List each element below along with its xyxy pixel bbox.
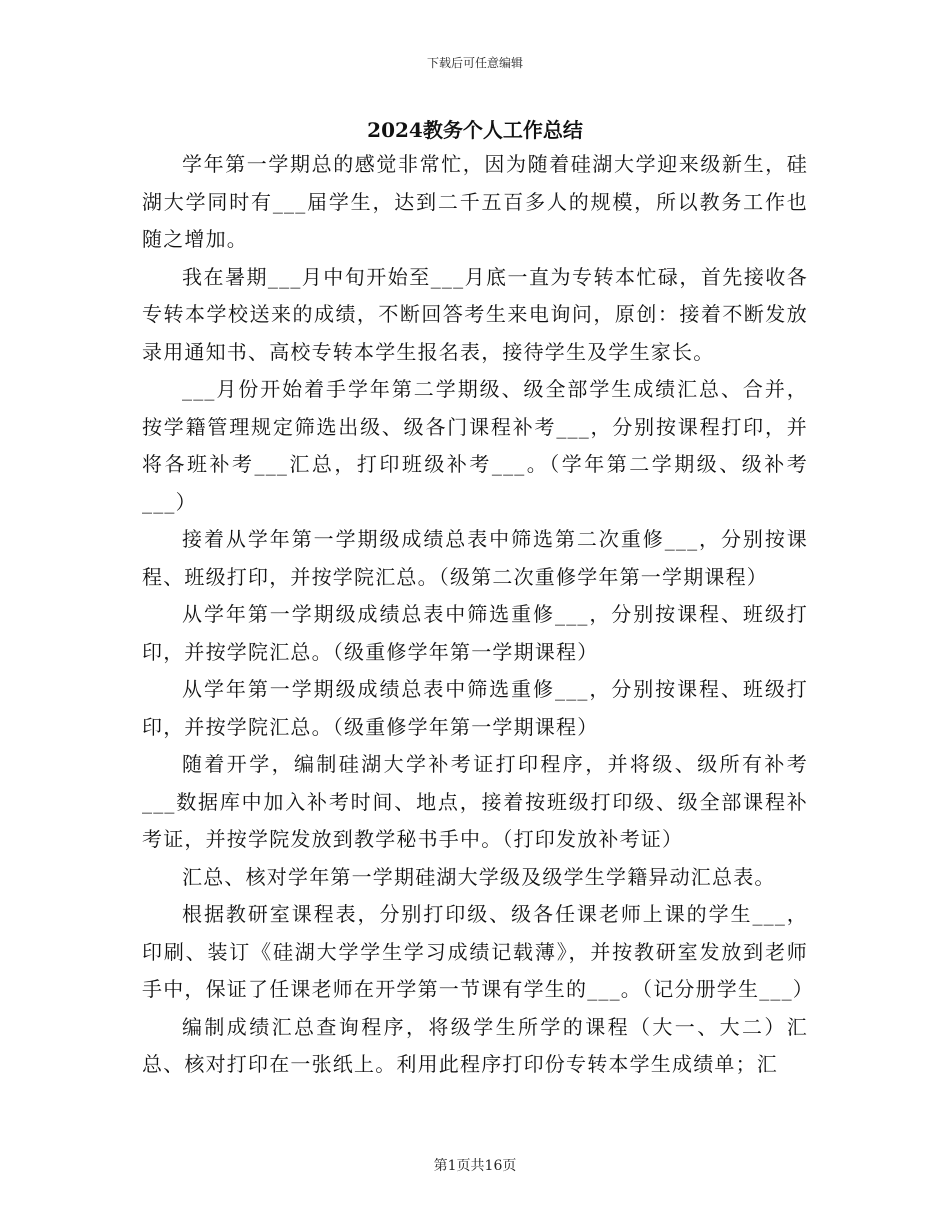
paragraph: 从学年第一学期级成绩总表中筛选重修___，分别按课程、班级打印，并按学院汇总。（级重修学年第一学期课程） (142, 602, 808, 664)
paragraph: 学年第一学期总的感觉非常忙，因为随着硅湖大学迎来级新生，硅湖大学同时有___届学生，达到二千五百多人的规模，所以教务工作也随之增加。 (142, 152, 808, 251)
page-number-footer: 第1页共16页 (433, 1158, 517, 1174)
page-header: 下载后可任意编辑 (426, 56, 523, 70)
paragraph: 汇总、核对学年第一学期硅湖大学级及级学生学籍异动汇总表。 (182, 864, 776, 889)
paragraph: 从学年第一学期级成绩总表中筛选重修___，分别按课程、班级打印，并按学院汇总。（级重修学年第一学期课程） (142, 677, 808, 739)
paragraph: ___月份开始着手学年第二学期级、级全部学生成绩汇总、合并，按学籍管理规定筛选出级、级各门课程补考___，分别按课程打印，并将各班补考___汇总，打印班级补考___。（学年第二学期级、级补考___） (142, 377, 808, 514)
document-body (142, 146, 814, 1084)
paragraph: 根据教研室课程表，分别打印级、级各任课老师上课的学生___，印刷、装订《硅湖大学学生学习成绩记载薄》，并按教研室发放到老师手中，保证了任课老师在开学第一节课有学生的___。（记分册学生___） (142, 902, 814, 1001)
paragraph: 接着从学年第一学期级成绩总表中筛选第二次重修___，分别按课程、班级打印，并按学院汇总。（级第二次重修学年第一学期课程） (142, 527, 808, 589)
paragraph: 我在暑期___月中旬开始至___月底一直为专转本忙碌，首先接收各专转本学校送来的成绩，不断回答考生来电询问，原创：接着不断发放录用通知书、高校专转本学生报名表，接待学生及学生家长。 (142, 264, 808, 364)
document-title: 2024教务个人工作总结 (367, 118, 583, 142)
paragraph: 编制成绩汇总查询程序，将级学生所学的课程（大一、大二）汇总、核对打印在一张纸上。利用此程序打印份专转本学生成绩单；汇 (142, 1014, 808, 1076)
paragraph: 随着开学，编制硅湖大学补考证打印程序，并将级、级所有补考___数据库中加入补考时间、地点，接着按班级打印级、级全部课程补考证，并按学院发放到教学秘书手中。（打印发放补考证） (142, 752, 808, 851)
